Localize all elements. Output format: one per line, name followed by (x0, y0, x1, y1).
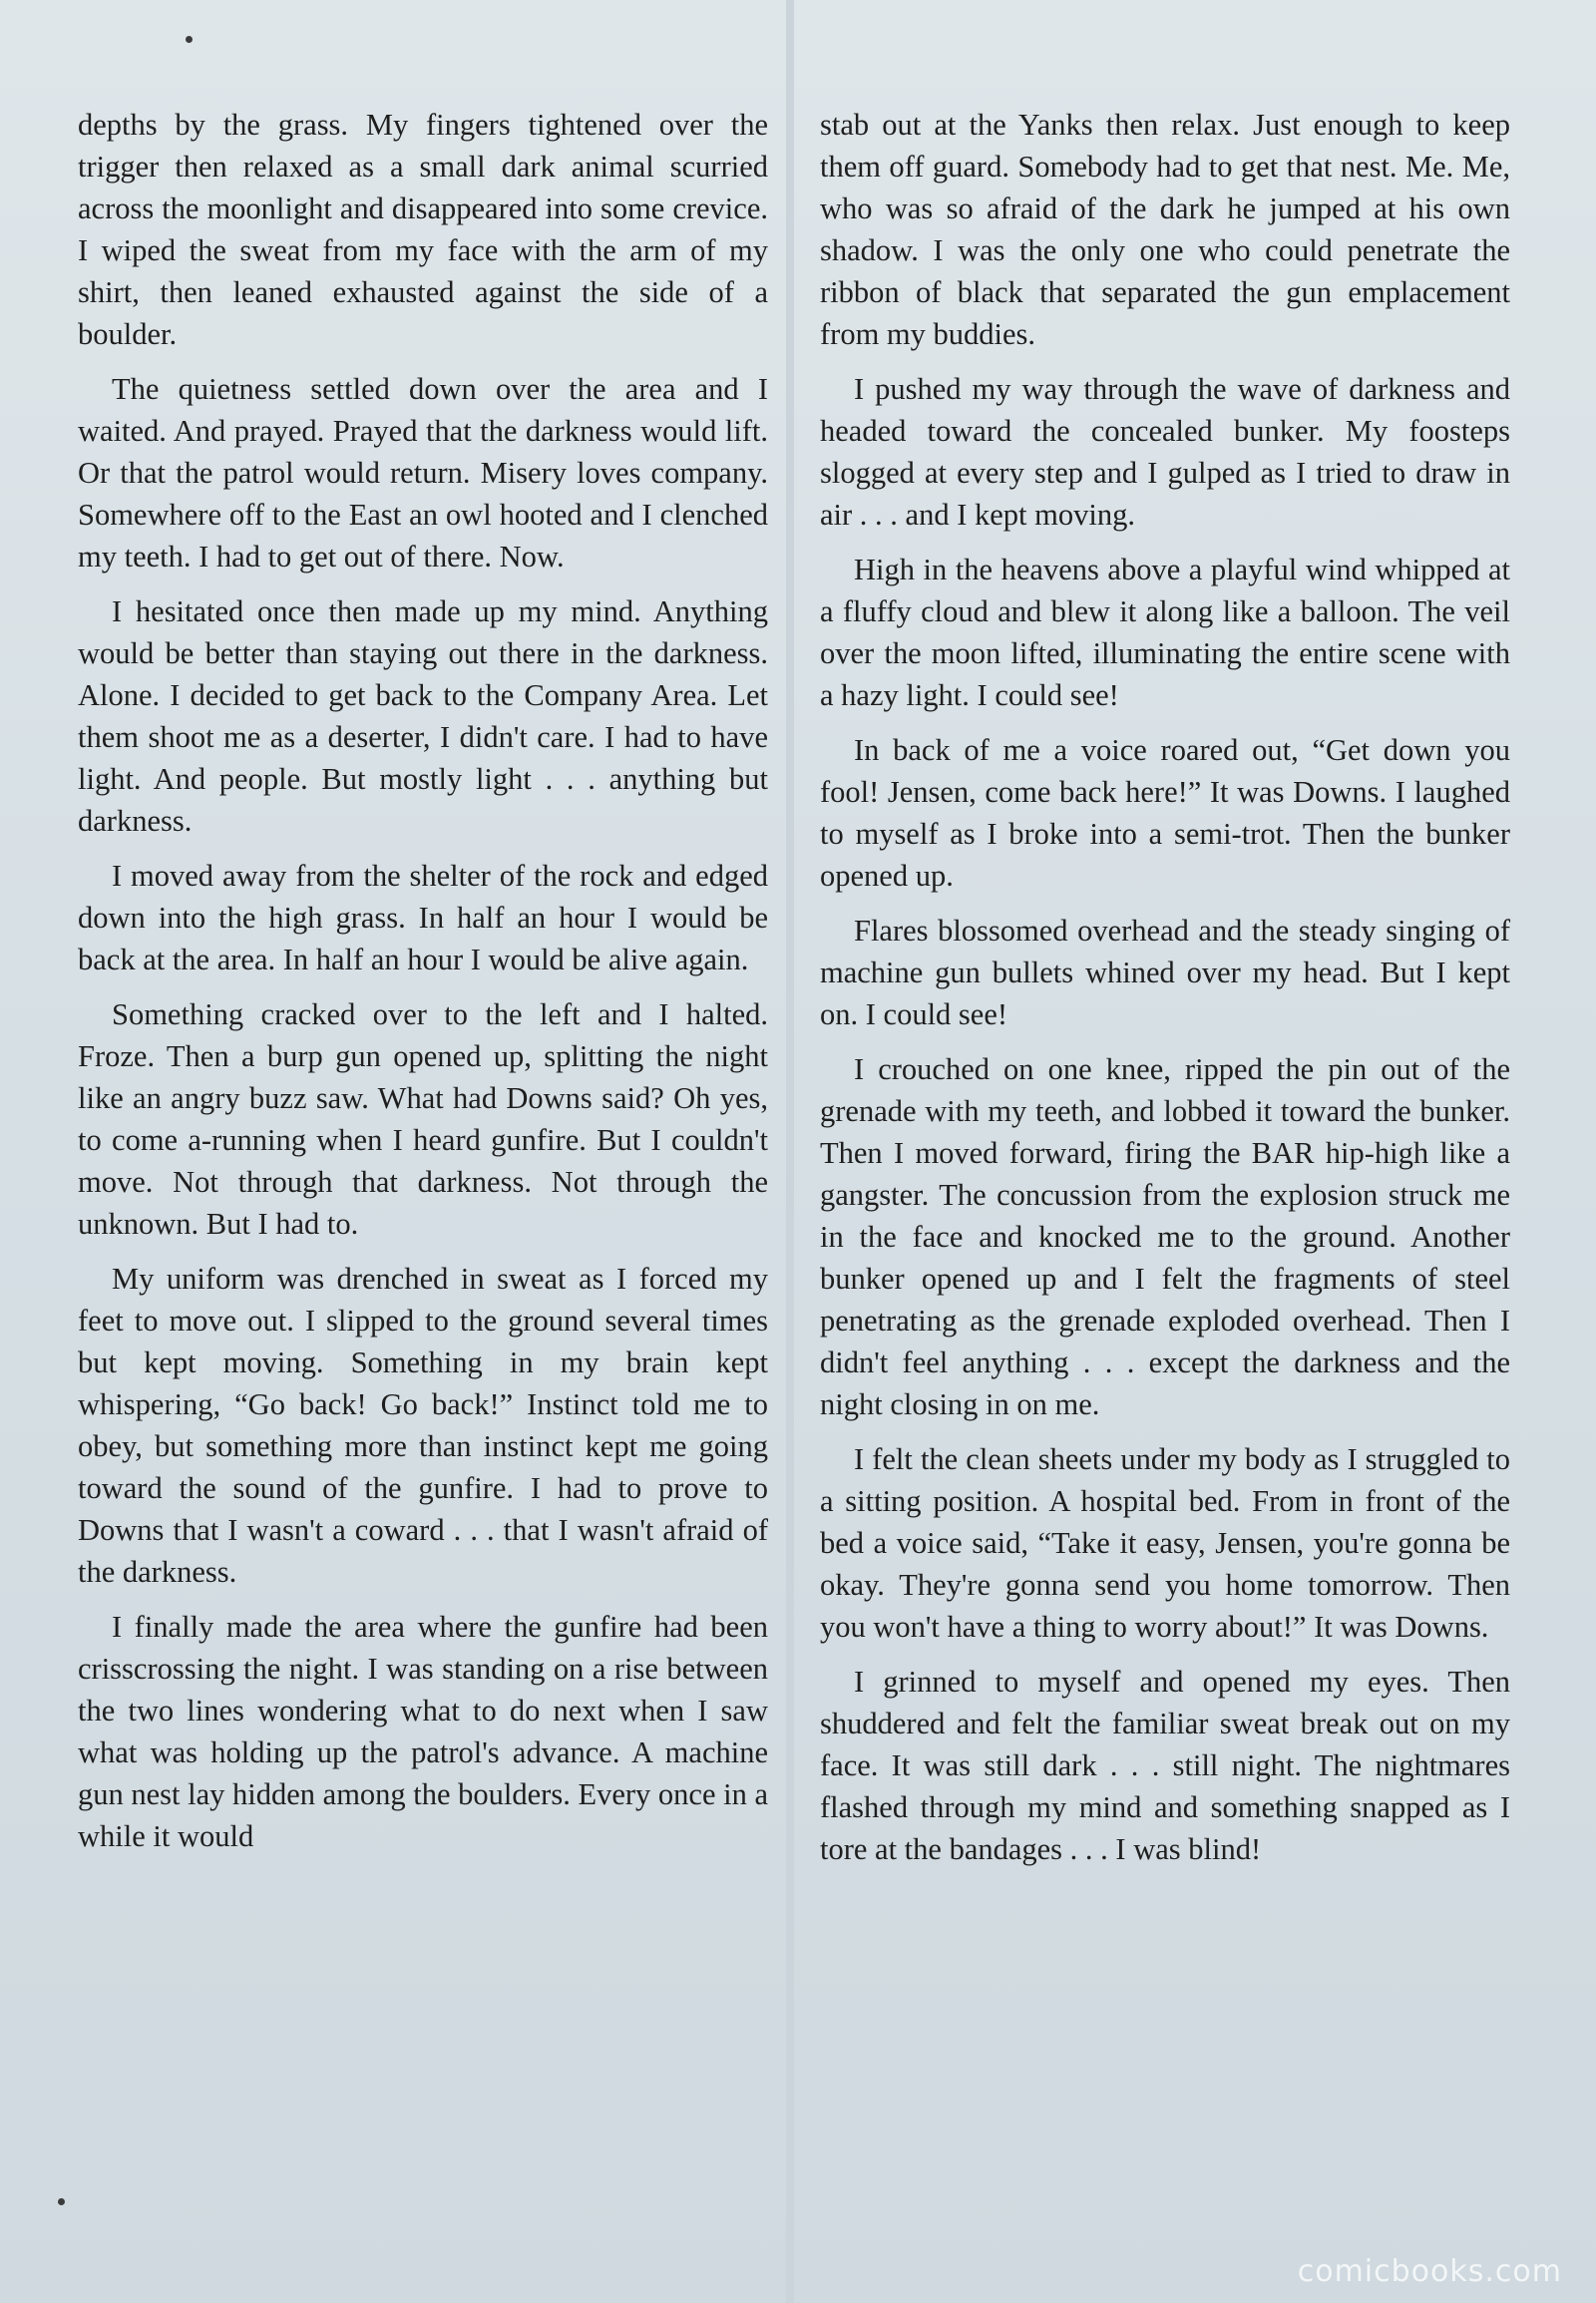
paragraph: I moved away from the shelter of the rock and edged down into the high grass. In half an hour I would be back at the area. In half an hour I would be alive again. (78, 859, 768, 976)
paragraph: I pushed my way through the wave of darkness and headed toward the concealed bunker. My foosteps slogged at every step and I gulped as I tried to draw in air . . . and I kept moving. (820, 372, 1510, 532)
paragraph: In back of me a voice roared out, “Get down you fool! Jensen, come back here!” It was Downs. I laughed to myself as I broke into a semi-trot. Then the bunker opened up. (820, 733, 1510, 893)
column-gutter (786, 0, 794, 2303)
right-column (820, 104, 1510, 1883)
paragraph: The quietness settled down over the area and I waited. And prayed. Prayed that the darkness would lift. Or that the patrol would return. Misery loves company. Somewhere off to the East an owl hooted and I clenched my teeth. I had to get out of there. Now. (78, 372, 768, 574)
paragraph: My uniform was drenched in sweat as I forced my feet to move out. I slipped to the ground several times but kept moving. Something in my brain kept whispering, “Go back! Go back!” Instinct told me to obey, but something more than instinct kept me going toward the sound of the gunfire. I had to prove to Downs that I wasn't a coward . . . that I wasn't afraid of the darkness. (78, 1262, 768, 1589)
paragraph: Something cracked over to the left and I halted. Froze. Then a burp gun opened up, splitting the night like an angry buzz saw. What had Downs said? Oh yes, to come a-running when I heard gunfire. But I couldn't move. Not through that darkness. Not through the unknown. But I had to. (78, 997, 768, 1241)
paragraph: stab out at the Yanks then relax. Just enough to keep them off guard. Somebody had to get that nest. Me. Me, who was so afraid of the dark he jumped at his own shadow. I was the only one who could penetrate the ribbon of black that separated the gun emplacement from my buddies. (820, 108, 1510, 351)
paragraph: I crouched on one knee, ripped the pin out of the grenade with my teeth, and lobbed it toward the bunker. Then I moved forward, firing the BAR hip-high like a gangster. The concussion from the explosion struck me in the face and knocked me to the ground. Another bunker opened up and I felt the fragments of steel penetrating as the grenade exploded overhead. Then I didn't feel anything . . . except the darkness and the night closing in on me. (820, 1052, 1510, 1421)
paragraph: I felt the clean sheets under my body as I struggled to a sitting position. A hospital bed. From in front of the bed a voice said, “Take it easy, Jensen, you're gonna be okay. They're gonna send you home tomorrow. Then you won't have a thing to worry about!” It was Downs. (820, 1442, 1510, 1644)
paragraph: Flares blossomed overhead and the steady singing of machine gun bullets whined over my head. But I kept on. I could see! (820, 914, 1510, 1031)
paragraph: High in the heavens above a playful wind whipped at a fluffy cloud and blew it along like a balloon. The veil over the moon lifted, illuminating the entire scene with a hazy light. I could see! (820, 553, 1510, 712)
paragraph: I finally made the area where the gunfire had been crisscrossing the night. I was standing on a rise between the two lines wondering what to do next when I saw what was holding up the patrol's advance. A machine gun nest lay hidden among the boulders. Every once in a while it would (78, 1610, 768, 1853)
left-column (78, 104, 768, 1870)
print-speck (186, 36, 193, 43)
print-speck (58, 2198, 65, 2205)
paragraph: I hesitated once then made up my mind. Anything would be better than staying out there in the darkness. Alone. I decided to get back to the Company Area. Let them shoot me as a deserter, I didn't care. I had to have light. And people. But mostly light . . . anything but darkness. (78, 594, 768, 838)
paragraph: I grinned to myself and opened my eyes. Then shuddered and felt the familiar sweat break out on my face. It was still dark . . . still night. The nightmares flashed through my mind and something snapped as I tore at the bandages . . . I was blind! (820, 1665, 1510, 1866)
site-watermark: comicbooks.com (1297, 2254, 1562, 2289)
paragraph: depths by the grass. My fingers tightened over the trigger then relaxed as a small dark animal scurried across the moonlight and disappeared into some crevice. I wiped the sweat from my face with the arm of my shirt, then leaned exhausted against the side of a boulder. (78, 108, 768, 351)
